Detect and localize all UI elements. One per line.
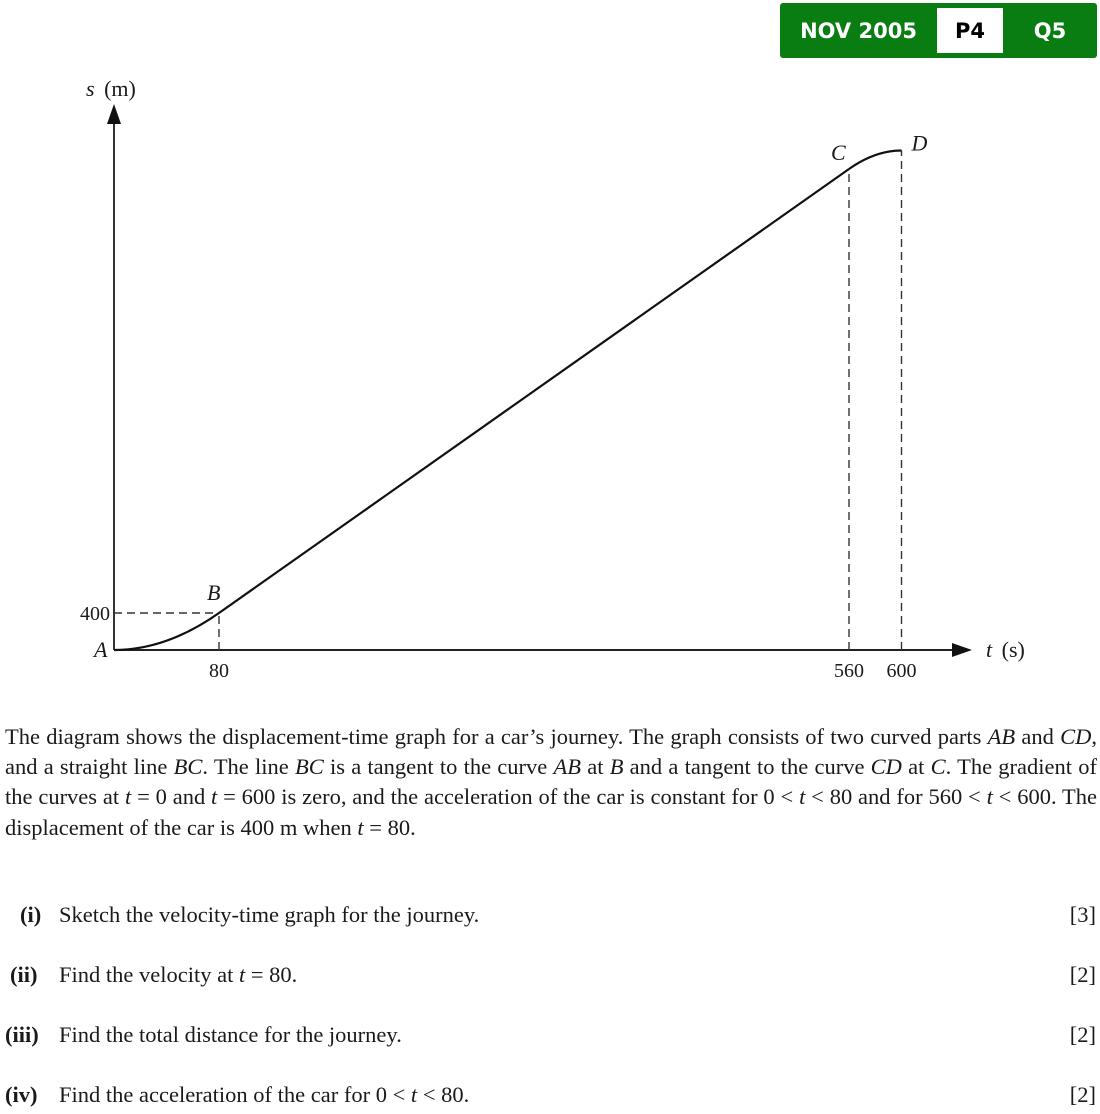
question-part (0, 1082, 1100, 1114)
question-part-text (59, 1082, 469, 1108)
question-description (5, 722, 1097, 843)
text-run: = 80. (363, 814, 416, 840)
y-axis-arrow-icon (107, 104, 121, 124)
question-part-marks: [2] (1069, 1022, 1096, 1047)
text-run: Sketch the velocity-time graph for the journey. (59, 902, 480, 927)
segment-ab (114, 613, 219, 650)
text-run: and a tangent to the curve (623, 754, 871, 780)
y-axis-label (86, 76, 136, 101)
graph-curve (114, 151, 902, 651)
text-run: Find the acceleration of the car for 0 < (59, 1082, 411, 1107)
text-run: Find the total distance for the journey. (59, 1022, 402, 1047)
math-variable: AB (553, 754, 581, 780)
text-run: . The line (202, 754, 295, 780)
point-labels (92, 131, 928, 663)
dashed-guides (114, 151, 902, 651)
y-axis-label-unit: (m) (104, 76, 136, 101)
math-variable: CD (870, 754, 902, 780)
y-tick-label: 400 (80, 603, 110, 625)
x-axis-label-var: t (986, 637, 993, 662)
text-run: < 600. The displacement of the car is 400 m when (5, 784, 1098, 840)
question-part-number: (i) (20, 902, 42, 927)
point-label-b: B (207, 580, 221, 605)
text-run: . The gradient of the curves at (5, 754, 1097, 810)
y-axis-label-var: s (86, 76, 95, 101)
text-run: at (901, 754, 931, 780)
paper-number-label: P4 (937, 8, 1003, 53)
text-run: The diagram shows the displacement-time graph for a car’s journey. The graph consists of two curved parts (5, 724, 988, 749)
math-variable: BC (294, 754, 324, 780)
text-run: and (1015, 724, 1061, 749)
question-part (0, 962, 1100, 994)
math-variable: C (930, 754, 946, 780)
question-part (0, 1022, 1100, 1054)
question-part-number: (ii) (10, 962, 38, 987)
math-variable: t (799, 784, 806, 810)
question-part-marks: [3] (1069, 902, 1096, 927)
point-label-d: D (911, 130, 928, 156)
text-run: Find the velocity at (59, 962, 239, 987)
x-axis-label-unit: (s) (1001, 637, 1025, 662)
x-axis-label (986, 637, 1025, 662)
question-part-text (59, 902, 479, 928)
math-variable: AB (987, 724, 1016, 749)
tick-labels (80, 603, 917, 682)
math-variable: t (986, 784, 993, 810)
x-tick-label: 600 (886, 660, 917, 682)
question-part-marks: [2] (1069, 962, 1096, 987)
math-variable: t (357, 814, 364, 840)
question-part-number: (iii) (5, 1022, 39, 1047)
point-label-c: C (831, 140, 846, 165)
question-number-label: Q5 (1033, 18, 1067, 43)
text-run: = 80. (245, 962, 298, 987)
question-part-marks: [2] (1069, 1082, 1096, 1107)
question-part (0, 902, 1100, 934)
segment-bc (219, 169, 849, 613)
text-run: < 80. (417, 1082, 470, 1107)
x-tick-label: 560 (834, 660, 864, 682)
x-axis-arrow-icon (952, 643, 972, 657)
math-variable: B (609, 754, 624, 780)
text-run: < 80 and for 560 < (805, 784, 987, 810)
math-variable: CD (1060, 724, 1092, 749)
math-variable: t (124, 784, 132, 810)
math-variable: t (211, 784, 218, 810)
text-run: at (581, 754, 610, 780)
text-run: = 0 and (131, 784, 212, 810)
question-part-text (59, 1022, 402, 1048)
question-part-number: (iv) (5, 1082, 38, 1107)
text-run: is a tangent to the curve (323, 754, 554, 780)
text-run: = 600 is zero, and the acceleration of the car is constant for 0 < (217, 784, 800, 810)
math-variable: t (410, 1082, 418, 1107)
exam-session-label: NOV 2005 (800, 18, 917, 43)
text-run: , and a straight line (5, 724, 1097, 780)
x-tick-label: 80 (209, 660, 229, 682)
math-variable: t (238, 962, 246, 987)
math-variable: BC (173, 754, 203, 780)
segment-cd (849, 151, 902, 170)
point-label-a: A (94, 637, 108, 662)
question-part-text (59, 962, 297, 988)
